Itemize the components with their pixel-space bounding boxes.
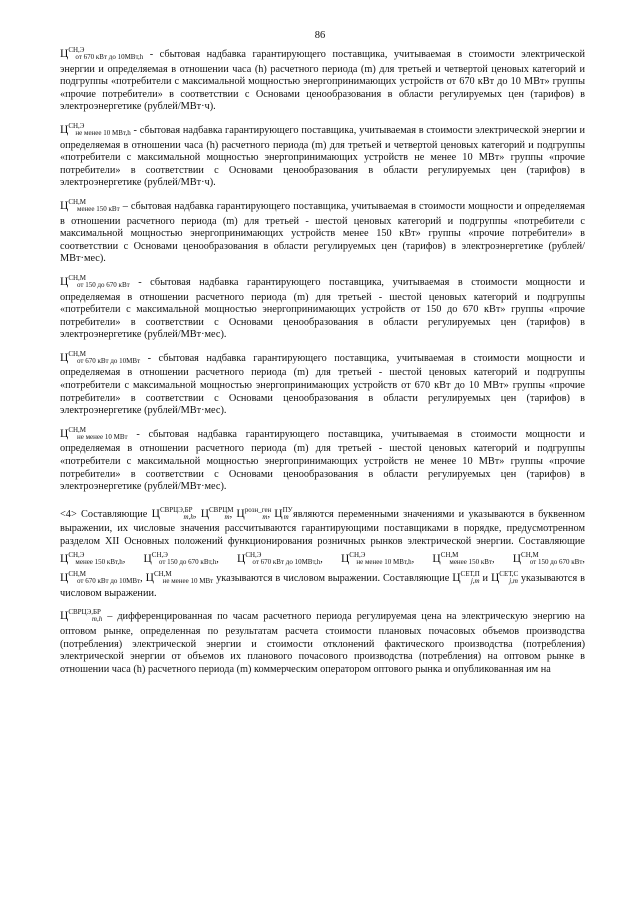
definition-paragraph [60,348,585,418]
formula-symbol: $Ц^{СВРЦМ}_m$ [200,505,234,521]
note-text: указываются в числовом выражении. [60,573,586,599]
formula-symbol: $Ц^{СЕТ,П}_{j,m}$ [452,570,480,586]
formula-symbol: $Ц^{розн\_ген}_m$ [236,505,272,521]
definition-text: - сбытовая надбавка гарантирующего поставщика, учитываемая в стоимости мощности и определяемая в отношении расчетного периода (m) для третьей - шестой ценовых категорий и подгруппы «потребители с максимальной мощностью энергопринимающих устройств не менее 10 МВт» группы «прочие потребители» в соответствии с Основами ценообразования в области регулируемых цен (тарифов) в электроэнергетике (рублей/МВт·мес). [60,428,585,493]
note-text: указываются в числовом выражении. Составляющие [216,573,450,585]
formula-symbol: $Ц^{СН,М}_{от 150 до 670 кВт}$ [60,273,130,289]
document-body [60,44,585,682]
formula-symbol: $Ц^{СН,Э}_{от 670 кВт до 10МВт,h}$ [237,550,321,566]
formula-symbol: $Ц^{СН,Э}_{не менее 10 МВт,h}$ [60,121,131,137]
page-number: 86 [314,30,326,41]
formula-symbol: $Ц^{СВРЦЭ,БР}_{m,h}$ [151,505,194,521]
definition-text: - сбытовая надбавка гарантирующего поставщика, учитываемая в стоимости электрической энергии и определяемая в отношении часа (h) расчетного периода (m) для третьей и четвертой ценовых категорий и подгруппы «потребители с максимальной мощностью энергопринимающих устройств не менее 10 МВт» группы «прочие потребители» в соответствии с Основами ценообразования в области регулируемых цен (тарифов) в электроэнергетике (рублей/МВт·ч). [60,124,585,189]
formula-symbol: $Ц^{СН,М}_{не менее 10 МВт}$ [60,425,128,441]
formula-symbol: $Ц^{СЕТ,С}_{j,m}$ [490,570,519,586]
note-text: и [482,573,489,585]
formula-symbol: $Ц^{СВРЦЭ,БР}_{m,h}$ [60,608,103,624]
formula-symbol: $Ц^{СН,Э}_{менее 150 кВт,h}$ [60,550,123,566]
definition-text: - сбытовая надбавка гарантирующего поставщика, учитываемая в стоимости мощности и определяемая в отношении расчетного периода (m) для третьей - шестой ценовых категорий и подгруппы «потребители с максимальной мощностью энергопринимающих устройств от 670 кВт до 10 МВт» группы «прочие потребители» в соответствии с Основами ценообразования в области регулируемых цен (тарифов) в электроэнергетике (рублей/МВт·мес). [60,352,586,417]
formula-symbol: $Ц^{СН,М}_{от 150 до 670 кВт}$ [512,550,583,566]
formula-symbol: $Ц^{СН,Э}_{не менее 10 МВт,h}$ [340,550,412,566]
formula-symbol: $Ц^{ПУ}_m$ [274,505,293,521]
definition-paragraph [60,606,585,676]
note-4-paragraph: <4> Составляющие $Ц^{СВРЦЭ,БР}_{m,h}$, $Ц^{СВРЦМ}_m$, $Ц^{розн\_ген}_m$, $Ц^{ПУ}_m$ являются переменными значениями и указываются в буквенном выражении, их числовые значения рассчитываются гарантирующими поставщиками в порядке, предусмотренном разделом XII Основных положений функционирования розничных рынков электрической энергии. Составляющие $Ц^{СН,Э}_{менее 150 кВт,h}$, $Ц^{СН,Э}_{от 150 до 670 кВт,h}$, $Ц^{СН,Э}_{от 670 кВт до 10МВт,h}$, $Ц^{СН,Э}_{не менее 10 МВт,h}$, $Ц^{СН,М}_{менее 150 кВт}$, $Ц^{СН,М}_{от 150 до 670 кВт}$, $Ц^{СН,М}_{от 670 кВт до 10МВт}$, $Ц^{СН,М}_{не менее 10 МВт}$ указываются в числовом выражении. Составляющие $Ц^{СЕТ,П}_{j,m}$ и $Ц^{СЕТ,С}_{j,m}$ указываются в числовом выражении. [60,505,586,599]
definition-paragraph [60,272,585,342]
definition-paragraph [60,120,585,190]
definition-paragraph [60,196,585,266]
definition-text: - сбытовая надбавка гарантирующего поставщика, учитываемая в стоимости мощности и определяемая в отношении расчетного периода (m) для третьей - шестой ценовых категорий и подгруппы «потребители с максимальной мощностью энергопринимающих устройств от 150 до 670 кВт» группы «прочие потребители» в соответствии с Основами ценообразования в области регулируемых цен (тарифов) в электроэнергетике (рублей/МВт·мес). [60,276,586,341]
formula-symbol: $Ц^{СН,М}_{менее 150 кВт}$ [60,197,120,213]
note-lead: <4> Составляющие [60,508,148,520]
definition-paragraph [60,424,585,494]
definition-text: – дифференцированная по часам расчетного периода регулируемая цена на электрическую энергию на оптовом рынке, определенная по результатам расчета стоимости плановых почасовых объемов производства (потребления) электрической энергии и стоимости отклонений фактического производства (потребления) электрической энергии от объемов их планового почасового производства (потребления) на оптовом рынке в отношении часа (h) расчетного периода (m) коммерческим оператором оптового рынка и опубликованная им на [60,611,585,675]
formula-symbol: $Ц^{СН,М}_{от 670 кВт до 10МВт}$ [60,349,141,365]
definition-text: - сбытовая надбавка гарантирующего поставщика, учитываемая в стоимости электрической энергии и определяемая в отношении часа (h) расчетного периода (m) для третьей и четвертой ценовых категорий и подгруппы «потребители с максимальной мощностью энергопринимающих устройств от 670 кВт до 10 МВт» группы «прочие потребители» в соответствии с Основами ценообразования в области регулируемых цен (тарифов) в электроэнергетике (рублей/МВт·ч). [60,49,585,113]
formula-symbol: $Ц^{СН,Э}_{от 150 до 670 кВт,h}$ [143,550,217,566]
note-text: являются переменными значениями и указываются в буквенном выражении, их числовые значения рассчитываются гарантирующими поставщиками в порядке, предусмотренном разделом XII Основных положений функционирования розничных рынков электрической энергии. Составляющие [60,508,586,547]
formula-symbol: $Ц^{СН,М}_{от 670 кВт до 10МВт}$ [60,570,141,586]
definition-paragraph [60,44,585,114]
formula-symbol: $Ц^{СН,М}_{менее 150 кВт}$ [432,550,493,566]
formula-symbol: $Ц^{СН,Э}_{от 670 кВт до 10МВт,h}$ [60,46,144,61]
definition-text: – сбытовая надбавка гарантирующего поставщика, учитываемая в стоимости мощности и определяемая в отношении расчетного периода (m) для третьей - шестой ценовых категорий и подгруппы «потребители с максимальной мощностью энергопринимающих устройств менее 150 кВт» группы «прочие потребители» в соответствии с Основами ценообразования в области регулируемых цен (тарифов) в электроэнергетике (рублей/МВт·мес). [60,200,585,265]
formula-symbol: $Ц^{СН,М}_{не менее 10 МВт}$ [145,570,214,586]
